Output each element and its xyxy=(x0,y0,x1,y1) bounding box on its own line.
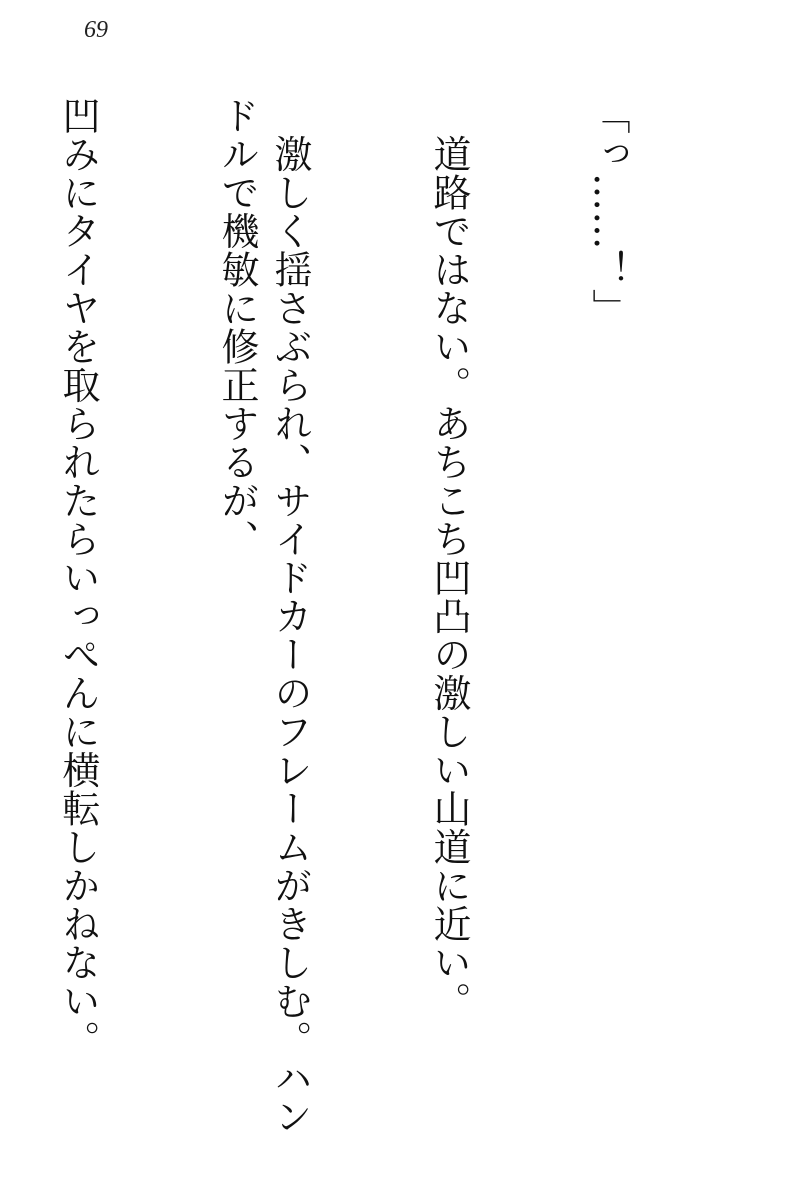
text-line: 凹みにタイヤを取られたらいっぺんに横転しかねない。 xyxy=(56,96,100,1059)
novel-text-column-block xyxy=(40,96,740,1156)
page-number: 69 xyxy=(84,17,108,43)
text-line: 激しく揺さぶられ、サイドカーのフレームがきしむ。ハンドルで機敏に修正するが、 xyxy=(215,96,312,1136)
text-line: 道路ではない。あちこち凹凸の激しい山道に近い。 xyxy=(427,96,471,1020)
text-line: 「っ……！」 xyxy=(586,96,630,327)
